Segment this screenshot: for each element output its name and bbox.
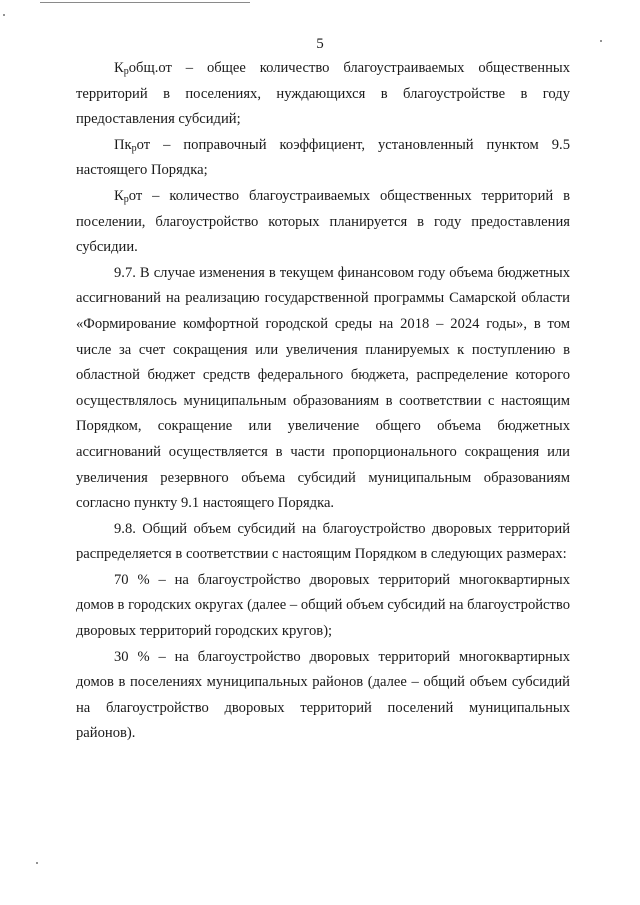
definition-text: – количество благоустраиваемых общественных территорий в поселении, благоустройство которых планируется в году предоставления субсидии. bbox=[76, 187, 570, 256]
term: К bbox=[114, 187, 124, 204]
scan-artifact-top bbox=[40, 2, 250, 3]
paragraph-definition-krot bbox=[76, 184, 570, 261]
paragraph-70-percent: 70 % – на благоустройство дворовых территорий многоквартирных домов в городских округах (далее – общий объем субсидий на благоустройство дворовых территорий городских кругов); bbox=[76, 571, 570, 640]
scan-artifact-dot-left bbox=[3, 14, 5, 16]
definition-text: – поправочный коэффициент, установленный пунктом 9.5 настоящего Порядка; bbox=[76, 136, 570, 179]
scan-artifact-dot-bottom bbox=[36, 862, 38, 864]
term-subscript: р bbox=[123, 193, 129, 205]
term-rest: общ.от bbox=[128, 60, 172, 76]
term-rest: от bbox=[136, 136, 151, 153]
definition-text: – общее количество благоустраиваемых общественных территорий в поселениях, нуждающихся в благоустройстве в году предоставления субсидий; bbox=[76, 60, 570, 128]
paragraph-30-percent: 30 % – на благоустройство дворовых территорий многоквартирных домов в поселениях муниципальных районов (далее – общий объем субсидий на благоустройство дворовых территорий поселений муниципальных районов). bbox=[76, 648, 570, 742]
term-rest: от bbox=[128, 187, 143, 204]
paragraph-9-7: 9.7. В случае изменения в текущем финансовом году объема бюджетных ассигнований на реализацию государственной программы Самарской области «Формирование комфортной городской среды на 2018 – 2024 годы», в том числе за счет сокращения или увеличения планируемых к поступлению в областной бюджет средств федерального бюджета, распределение которого осуществлялось муниципальным образованиям в соответствии с настоящим Порядком, сокращение или увеличение общего объема бюджетных ассигнований осуществляется в части пропорционального сокращения или увеличения резервного объема субсидий муниципальным образованиям согласно пункту 9.1 настоящего Порядка. bbox=[76, 264, 570, 512]
term-subscript: р bbox=[131, 142, 137, 154]
term: К bbox=[114, 60, 124, 76]
document-body bbox=[76, 56, 570, 747]
paragraph-definition-pkrot bbox=[76, 133, 570, 184]
paragraph-9-8: 9.8. Общий объем субсидий на благоустройство дворовых территорий распределяется в соответствии с настоящим Порядком в следующих размерах: bbox=[76, 520, 570, 563]
term-subscript: р bbox=[123, 66, 129, 77]
term: Пк bbox=[114, 136, 132, 153]
paragraph-definition-krobshot bbox=[76, 56, 570, 133]
page-number: 5 bbox=[316, 36, 324, 52]
